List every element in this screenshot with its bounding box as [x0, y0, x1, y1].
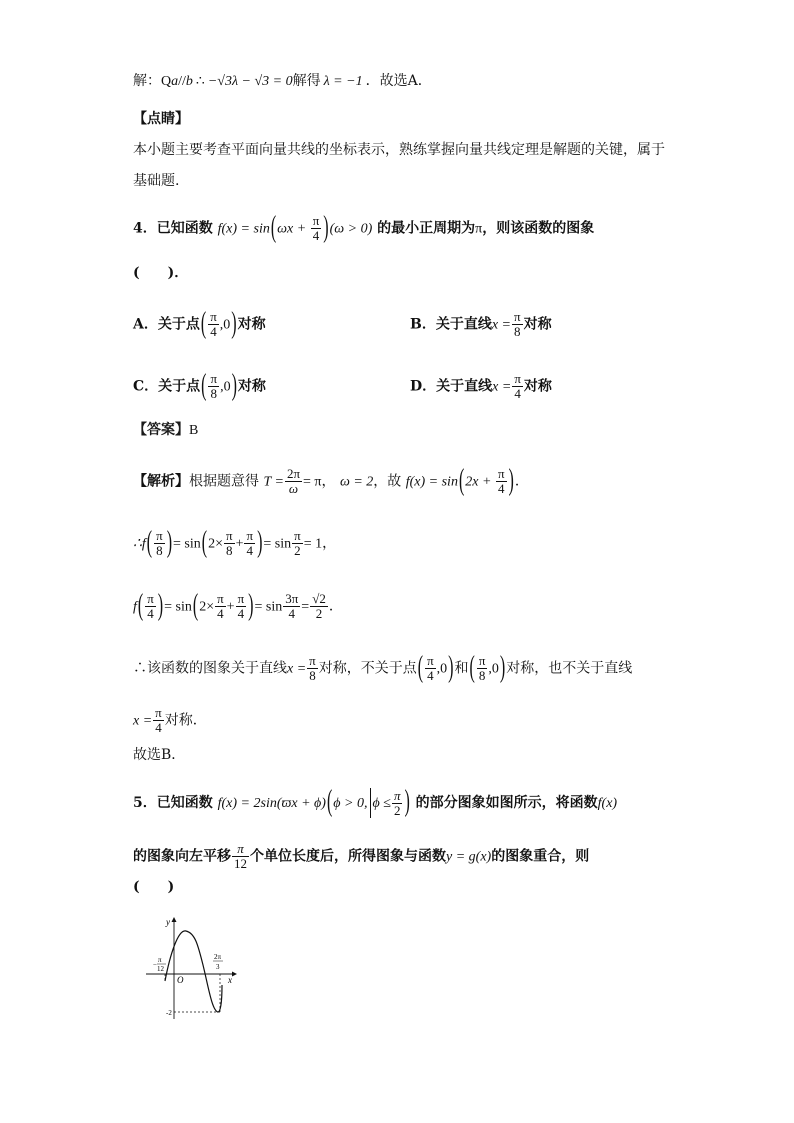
option-b-frac: $\frac{\pi}{8}$ [514, 309, 521, 339]
q4-stem [133, 211, 595, 244]
eq-sin-b: = sin [164, 599, 192, 615]
t-rhs: = π， [303, 474, 336, 490]
q5-stem-b: 的部分图象如图所示，将函数 [415, 795, 598, 811]
frac-pi-8d: $\frac{\pi}{8}$ [478, 653, 486, 683]
solution-conclusion: ．故选A． [365, 73, 432, 89]
x-eq: x = [287, 661, 307, 677]
period-end: ． [514, 473, 529, 490]
eq-sin2: = sin [263, 536, 292, 552]
option-a-tail: ,0 [219, 317, 231, 333]
eq-sin: = sin [173, 536, 201, 552]
two-times: 2× [208, 536, 223, 552]
frac-3pi-4: $\frac{3\pi}{4}$ [285, 591, 299, 621]
q5-stem-2 [133, 842, 589, 871]
solve-label: 解得 [292, 73, 321, 89]
option-c-frac: $\frac{\pi}{8}$ [210, 371, 218, 401]
f-expr: f(x) = sin [405, 474, 458, 490]
solution-prefix: 解： [133, 73, 161, 89]
paren-right: ) [231, 369, 237, 402]
plus-sign-b: + [226, 599, 235, 615]
q4-analysis: 【解析】根据题意得 T = $\frac{2\pi}{\omega}$ = π， ω = 2，故 f(x) = sin(2x + $\frac{\pi}{4}$ )． [133, 464, 529, 497]
concl-and: 和 [454, 660, 469, 677]
left-tick-num: π [158, 956, 162, 964]
q5-func: f(x) = 2sin(ϖx + ϕ) [217, 796, 326, 811]
right-tick-num: 2π [214, 953, 222, 961]
option-d-label: D．关于直线 [410, 378, 493, 395]
left-tick-sign: − [153, 961, 157, 969]
f-arg: 2x + [465, 474, 495, 490]
two-times-b: 2× [199, 599, 215, 615]
q4-option-a [133, 307, 266, 340]
right-tick-den: 3 [216, 963, 220, 971]
option-c-suffix: 对称 [237, 378, 266, 395]
option-d-suffix: 对称 [523, 378, 552, 395]
frac-pi-4f: $\frac{\pi}{4}$ [427, 653, 434, 683]
q4-option-b [410, 310, 552, 339]
vector-a: a [171, 74, 179, 89]
eq-sin3: = sin [254, 599, 283, 615]
q4-answer [133, 421, 198, 440]
paren-left: ( [201, 369, 207, 402]
frac-pi-4e: $\frac{\pi}{4}$ [237, 591, 245, 621]
f4-pre: f [133, 599, 137, 615]
q5-blank: ( ) [133, 879, 175, 895]
x-axis-arrow [232, 972, 237, 977]
x-eq-2: x = [133, 713, 153, 729]
option-d-lhs: x = [492, 379, 512, 395]
q4-stem-a: 已知函数 [156, 220, 213, 237]
frac-pi-4: $\frac{\pi}{4}$ [497, 466, 505, 496]
therefore-symbol: ∴ [195, 74, 205, 89]
q4-func: f(x) = sin [217, 221, 270, 237]
option-a-suffix: 对称 [237, 316, 266, 333]
q4-conclusion-2 [133, 706, 207, 735]
frac-pi-4c: $\frac{\pi}{4}$ [147, 591, 154, 621]
q4-stem-c: ，则该函数的图象 [482, 220, 595, 237]
q4-choose: 故选B． [133, 747, 186, 763]
paren-right: ) [231, 307, 237, 340]
t-lhs: T = [263, 474, 284, 490]
solution-equation: −√3λ − √3 = 0 [207, 74, 293, 89]
sine-graph [140, 915, 250, 1025]
frac-pi-8b: $\frac{\pi}{8}$ [226, 528, 233, 558]
so-text: ，故 [373, 473, 402, 490]
option-c-label: C．关于点 [133, 378, 201, 395]
concl-d: 对称． [164, 712, 207, 729]
concl-c: 对称，也不关于直线 [506, 660, 633, 677]
frac-pi-8: $\frac{\pi}{8}$ [156, 528, 163, 558]
y-axis-label: y [166, 917, 170, 927]
point-heading: 【点睛】 [133, 111, 189, 127]
frac-sqrt2-2: $\frac{√2}{2}$ [312, 591, 326, 621]
q5-gx: y = g(x) [446, 849, 492, 865]
frac-pi-4: $\frac{\pi}{4}$ [312, 213, 320, 243]
answer-tag: 【答案】 [133, 422, 189, 438]
q4-blank: ( )． [133, 265, 189, 281]
q4-arg: ωx + [277, 221, 310, 237]
q4-cond: (ω > 0) [329, 221, 373, 237]
q5-stem: 5．已知函数 f(x) = 2sin(ϖx + ϕ)(ϕ > 0, ϕ ≤ $\frac{\pi}{2}$ ) 的部分图象如图所示，将函数f(x) [133, 785, 618, 819]
since-symbol: Q [161, 74, 172, 89]
option-b-lhs: x = [491, 317, 512, 333]
f8-pre: ∴f [133, 536, 146, 552]
q4-option-d [410, 372, 552, 401]
q5-line2-a: 的图象向左平移 [133, 848, 231, 865]
answer-value: B [189, 423, 199, 438]
concl-b: 对称，不关于点 [318, 660, 417, 677]
frac-pi-12: $\frac{\pi}{12}$ [234, 841, 247, 871]
left-tick-den: 12 [157, 965, 164, 973]
q4-line-f4: f( $\frac{\pi}{4}$ )= sin(2× $\frac{\pi}{4}$ + $\frac{\pi}{4}$ )= sin $\frac{3\pi}{4}$ = $\frac{√2}{2}$ ． [133, 589, 343, 622]
plus-sign: + [235, 536, 244, 552]
frac-2pi-omega: $\frac{2\pi}{\omega}$ [286, 466, 301, 496]
origin-label: O [177, 975, 184, 985]
frac-pi-2b: $\frac{\pi}{2}$ [393, 787, 401, 818]
frac-pi-4b: $\frac{\pi}{4}$ [246, 528, 254, 558]
vector-b: b [185, 74, 193, 89]
abs-bar [370, 788, 371, 818]
q4-option-c [133, 369, 266, 402]
option-d-frac: $\frac{\pi}{4}$ [514, 371, 521, 401]
option-a-label: A．关于点 [133, 316, 200, 333]
q4-line-f8: ∴f( $\frac{\pi}{8}$ )= sin(2× $\frac{\pi}{8}$ + $\frac{\pi}{4}$ )= sin $\frac{\pi}{2}$ = 1， [133, 526, 337, 559]
dot-end: ． [328, 598, 343, 615]
option-c-tail: ,0 [220, 379, 231, 395]
option-a-frac: $\frac{\pi}{4}$ [210, 309, 217, 339]
omega-value: ω = 2 [339, 474, 374, 490]
paren-left: ( [200, 307, 207, 340]
q5-fx: f(x) [597, 796, 618, 811]
frac-pi-4g: $\frac{\pi}{4}$ [155, 705, 162, 735]
q5-line2-b: 个单位长度后，所得图象与函数 [250, 848, 446, 865]
point-text-line1: 本小题主要考查平面向量共线的坐标表示，熟练掌握向量共线定理是解题的关键，属于 [133, 142, 665, 158]
x-axis-label: x [228, 975, 232, 985]
q4-number: 4． [133, 220, 157, 237]
frac-pi-8c: $\frac{\pi}{8}$ [309, 653, 316, 683]
lambda-value: λ = −1 [323, 74, 363, 89]
solution-line [133, 72, 432, 91]
paren-left: ( [270, 211, 277, 244]
paren-right: ) [323, 211, 329, 244]
min-label: -2 [166, 1009, 172, 1017]
q4-stem-b: 的最小正周期为 [377, 220, 476, 237]
analysis-text: 根据题意得 [189, 473, 259, 490]
q4-period: π [475, 221, 483, 237]
frac-pi-4d: $\frac{\pi}{4}$ [217, 591, 224, 621]
q4-conclusion: ∴该函数的图象关于直线x = $\frac{\pi}{8}$ 对称，不关于点( $\frac{\pi}{4}$ ,0)和( $\frac{\pi}{8}$ ,0)对称，也不关于直线 [133, 651, 633, 684]
q5-cond-b: ϕ ≤ [372, 796, 391, 811]
option-b-suffix: 对称 [523, 316, 552, 333]
frac-pi-2: $\frac{\pi}{2}$ [294, 528, 301, 558]
q5-number: 5． [133, 795, 157, 811]
concl-a: ∴该函数的图象关于直线 [133, 660, 287, 677]
y-axis-arrow [172, 917, 177, 922]
option-b-label: B．关于直线 [410, 316, 492, 333]
eq-one: = 1， [303, 536, 337, 552]
q5-stem-a: 已知函数 [156, 795, 213, 811]
q5-cond-a: ϕ > 0, [333, 796, 368, 811]
parallel-symbol: // [178, 74, 186, 89]
analysis-tag: 【解析】 [133, 473, 189, 490]
q5-line2-c: 的图象重合，则 [491, 848, 590, 865]
point-text-line2: 基础题. [133, 173, 180, 189]
